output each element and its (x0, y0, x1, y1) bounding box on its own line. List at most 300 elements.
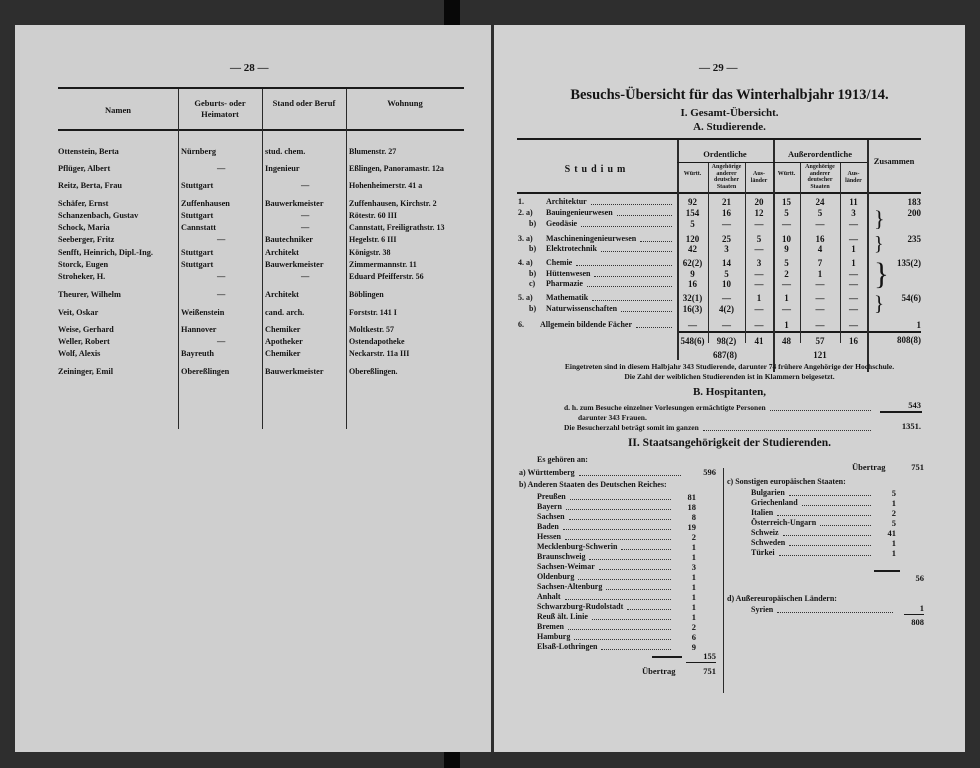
table-cell: 1 (851, 244, 856, 254)
table-cell: Rötestr. 60 III (349, 211, 397, 220)
table-cell: Moltkestr. 57 (349, 325, 395, 334)
left-page (15, 25, 491, 752)
leader-dots (617, 215, 672, 216)
table-cell: Hannover (181, 325, 217, 334)
table-cell: — (849, 304, 858, 314)
table-cell: — (815, 304, 825, 314)
row-total: 200 (907, 208, 921, 218)
country-value: 1 (891, 548, 896, 558)
rule (677, 162, 867, 163)
column-header: Aus-länder (750, 171, 768, 184)
state-label: Braunschweig (537, 552, 586, 561)
row-number: b) (529, 269, 537, 278)
country-label: Österreich-Ungarn (751, 518, 817, 527)
table-cell: Ingenieur (265, 164, 300, 173)
table-cell: — (722, 219, 731, 229)
table-cell: 1 (851, 258, 856, 268)
row-label-row (546, 304, 675, 314)
table-cell: 4(2) (719, 304, 734, 314)
country-label-row (751, 528, 874, 538)
table-cell: 15 (782, 197, 791, 207)
state-label: Sachsen-Weimar (537, 562, 595, 571)
rule (517, 192, 921, 194)
note: Eingetreten sind in diesem Halbjahr 343 Studierende, darunter 74 frühere Angehörige der Hochschule. (564, 362, 895, 371)
leader-dots (594, 276, 672, 277)
table-cell: Cannstatt, Freiligrathstr. 13 (349, 223, 445, 232)
column-header: Zusammen (873, 156, 915, 166)
row-label: Pharmazie (546, 279, 583, 288)
leader-dots (703, 430, 871, 431)
table-cell: — (754, 219, 764, 229)
row-label-row (546, 269, 675, 279)
subsection-heading: B. Hospitanten, (692, 386, 767, 398)
table-cell: 24 (815, 197, 825, 207)
country-value: 2 (891, 508, 896, 518)
table-cell: — (301, 181, 310, 190)
table-cell: 1 (784, 293, 789, 303)
leader-dots (592, 300, 672, 301)
final-total: 808 (911, 617, 924, 627)
table-cell: Bayreuth (181, 349, 215, 358)
country-value: 1 (891, 538, 896, 548)
ordentliche-total: 687(8) (713, 350, 737, 360)
leader-dots (579, 475, 681, 476)
brace: } (874, 291, 885, 315)
table-cell: 21 (722, 197, 731, 207)
table-cell: Hohenheimerstr. 41 a (349, 181, 423, 190)
table-cell: — (782, 304, 791, 314)
table-cell: 16(3) (682, 304, 703, 314)
table-cell: 12 (754, 208, 764, 218)
state-value: 596 (703, 467, 716, 477)
country-value: 5 (891, 518, 896, 528)
column-divider (346, 89, 347, 429)
table-cell: — (722, 320, 731, 330)
row-label-row (546, 208, 675, 218)
table-cell: Architekt (265, 290, 299, 299)
leader-dots (789, 495, 871, 496)
hospitanten-text-row (564, 403, 874, 413)
table-cell: — (849, 320, 858, 330)
country-value: 1 (919, 603, 924, 613)
leader-dots (574, 639, 671, 640)
table-cell: 5 (724, 269, 729, 279)
leader-dots (589, 559, 671, 560)
row-total: 1 (916, 320, 921, 330)
row-number: 2. a) (518, 208, 533, 217)
table-cell: — (217, 164, 226, 173)
state-label: Schwarzburg-Rudolstadt (537, 602, 624, 611)
state-value: 1 (691, 572, 696, 582)
country-label-row (751, 518, 874, 528)
leader-dots (599, 569, 671, 570)
table-cell: Stuttgart (181, 181, 214, 190)
state-label: Oldenburg (537, 572, 575, 581)
column-header: Angehörige anderer deutscher Staaten (805, 164, 835, 190)
state-value: 8 (691, 512, 696, 522)
state-label: Sachsen (537, 512, 565, 521)
column-header: Stand oder Beruf (272, 98, 336, 108)
table-cell: — (217, 337, 226, 346)
table-cell: Eßlingen, Panoramastr. 12a (349, 164, 444, 173)
row-total: 235 (907, 234, 921, 244)
table-cell: Königstr. 38 (349, 248, 391, 257)
table-cell: 25 (722, 234, 731, 244)
state-value: 3 (691, 562, 696, 572)
table-cell: 120 (685, 234, 700, 244)
table-cell: Zeininger, Emil (58, 367, 114, 376)
state-label-row (537, 642, 674, 652)
state-value: 1 (691, 592, 696, 602)
hospitanten-text-row (564, 423, 874, 433)
row-label: Chemie (546, 258, 573, 267)
table-cell: 4 (817, 244, 823, 254)
leader-dots (779, 555, 871, 556)
country-value: 5 (891, 488, 896, 498)
rule (517, 138, 921, 140)
table-cell: Hegelstr. 6 III (349, 235, 397, 244)
table-cell: Schäfer, Ernst (58, 199, 109, 208)
table-cell: 5 (690, 219, 695, 229)
table-cell: — (849, 293, 858, 303)
table-cell: 1 (817, 269, 823, 279)
row-label: Naturwissenschaften (546, 304, 618, 313)
leader-dots (820, 525, 871, 526)
country-label: Schweiz (751, 528, 779, 537)
grand-total: 808(8) (897, 335, 921, 345)
table-cell: — (849, 279, 858, 289)
column-header: Studium (564, 164, 630, 175)
leader-dots (576, 265, 672, 266)
row-number: 5. a) (518, 293, 533, 302)
state-label-row (537, 492, 674, 502)
table-cell: Ottenstein, Berta (58, 147, 119, 156)
table-cell: Theurer, Wilhelm (58, 290, 121, 299)
country-label-row (751, 508, 874, 518)
state-value: 1 (691, 582, 696, 592)
table-cell: 16 (688, 279, 697, 289)
table-cell: Architekt (265, 248, 299, 257)
row-label: Geodäsie (546, 219, 578, 228)
table-cell: — (754, 279, 764, 289)
uebertrag-label: Übertrag (852, 462, 886, 472)
leader-dots (565, 599, 671, 600)
table-cell: Apotheker (265, 337, 303, 346)
row-number: b) (529, 304, 537, 313)
state-label-row (537, 522, 674, 532)
brace: } (874, 233, 884, 255)
right-page (494, 25, 965, 752)
state-label-row (537, 502, 674, 512)
leader-dots (601, 649, 671, 650)
state-label-row (537, 532, 674, 542)
country-label: Griechenland (751, 498, 798, 507)
table-cell: Stuttgart (181, 211, 214, 220)
row-number: 1. (518, 197, 524, 206)
country-label-row (751, 548, 874, 558)
table-cell: Wolf, Alexis (58, 349, 101, 358)
rule (686, 662, 716, 663)
table-cell: Weller, Robert (58, 337, 110, 346)
state-label-row (537, 512, 674, 522)
group-label: b) Anderen Staaten des Deutschen Reiches: (519, 480, 667, 489)
leader-dots (578, 579, 671, 580)
table-cell: 20 (754, 197, 764, 207)
country-value: 1 (891, 498, 896, 508)
state-value: 18 (687, 502, 696, 512)
country-label: Bulgarien (751, 488, 785, 497)
state-value: 1 (691, 542, 696, 552)
page-number: — 29 — (699, 62, 738, 74)
rule (880, 411, 922, 413)
table-cell: — (849, 234, 858, 244)
leader-dots (621, 549, 671, 550)
state-value: 9 (691, 642, 696, 652)
leader-dots (563, 529, 671, 530)
row-label-row (540, 320, 675, 330)
column-divider (178, 89, 179, 429)
table-cell: 7 (817, 258, 823, 268)
row-label: Allgemein bildende Fächer (540, 320, 632, 329)
page-number: — 28 — (230, 62, 269, 74)
column-total: 548(6) (680, 336, 705, 346)
group-label: c) Sonstigen europäischen Staaten: (727, 477, 846, 486)
country-label-row (751, 605, 896, 615)
row-label-row (546, 279, 675, 289)
table-cell: Reitz, Berta, Frau (58, 181, 123, 190)
country-label: Syrien (751, 605, 774, 614)
country-label-row (751, 538, 874, 548)
country-label: Türkei (751, 548, 775, 557)
table-cell: — (754, 269, 764, 279)
row-number: b) (529, 244, 537, 253)
row-number: c) (529, 279, 536, 288)
table-cell: — (217, 272, 226, 281)
table-cell: 62(2) (682, 258, 703, 268)
state-label: Hamburg (537, 632, 571, 641)
uebertrag-value: 751 (911, 462, 924, 472)
state-label: Elsaß-Lothringen (537, 642, 598, 651)
row-label: Bauingenieurwesen (546, 208, 613, 217)
state-value: 2 (691, 622, 696, 632)
uebertrag-label: Übertrag (642, 666, 676, 676)
state-label: Preußen (537, 492, 566, 501)
table-cell: Pflüger, Albert (58, 164, 111, 173)
table-cell: Veit, Oskar (58, 308, 99, 317)
ausserordentliche-total: 121 (813, 350, 827, 360)
table-cell: Blumenstr. 27 (349, 147, 397, 156)
section-heading: II. Staatsangehörigkeit der Studierenden. (627, 437, 832, 449)
leader-dots (621, 311, 672, 312)
table-cell: Obereßlingen (181, 367, 230, 376)
leader-dots (568, 629, 671, 630)
brace: } (874, 256, 889, 291)
section-heading: I. Gesamt-Übersicht. (680, 107, 779, 119)
column-total: 16 (849, 336, 858, 346)
state-label-row (537, 582, 674, 592)
row-total: 135(2) (897, 258, 921, 268)
leader-dots (601, 251, 672, 252)
column-header: Namen (105, 105, 131, 115)
brace: } (874, 206, 885, 231)
hospitanten-total: 1351. (901, 421, 921, 431)
leader-dots (569, 519, 671, 520)
row-total: 183 (907, 197, 921, 207)
leader-dots (802, 505, 871, 506)
table-cell: — (217, 290, 226, 299)
table-cell: — (815, 219, 825, 229)
table-cell: Senfft, Heinrich, Dipl.-Ing. (58, 248, 153, 257)
row-number: 3. a) (518, 234, 533, 243)
table-cell: Bauwerkmeister (265, 199, 324, 208)
subtotal: 155 (703, 651, 716, 661)
table-cell: — (782, 279, 791, 289)
hospitanten-text: darunter 343 Frauen. (578, 413, 647, 422)
leader-dots (587, 286, 672, 287)
column-header: Außerordentliche (787, 149, 853, 159)
table-cell: 5 (756, 234, 762, 244)
row-label-row (546, 244, 675, 254)
table-cell: 3 (851, 208, 856, 218)
column-divider (262, 89, 263, 429)
column-total: 57 (815, 336, 825, 346)
table-cell: Obereßlingen. (349, 367, 398, 376)
state-label: Bayern (537, 502, 562, 511)
table-cell: Zuffenhausen, Kirchstr. 2 (349, 199, 437, 208)
table-cell: Storck, Eugen (58, 260, 109, 269)
country-label-row (751, 498, 874, 508)
leader-dots (592, 619, 671, 620)
table-cell: — (754, 304, 764, 314)
country-label-row (751, 488, 874, 498)
state-label: Mecklenburg-Schwerin (537, 542, 618, 551)
table-cell: Eduard Pfeifferstr. 56 (349, 272, 424, 281)
state-value: 1 (691, 552, 696, 562)
table-cell: 14 (722, 258, 731, 268)
table-cell: Seeberger, Fritz (58, 235, 115, 244)
table-cell: Stroheker, H. (58, 272, 106, 281)
row-label-row (546, 219, 675, 229)
table-cell: cand. arch. (265, 308, 305, 317)
intro-text: Es gehören an: (537, 455, 588, 464)
leader-dots (777, 515, 871, 516)
group-label: d) Außereuropäischen Ländern: (727, 594, 837, 603)
table-cell: — (217, 235, 226, 244)
state-value: 81 (687, 492, 696, 502)
state-label-row (537, 632, 674, 642)
leader-dots (570, 499, 671, 500)
column-divider (723, 468, 724, 693)
state-value: 1 (691, 612, 696, 622)
row-number: 6. (518, 320, 524, 329)
table-cell: Schock, Maria (58, 223, 110, 232)
table-cell: Ostendapotheke (349, 337, 405, 346)
column-header: Ordentliche (703, 149, 747, 159)
state-label-row (537, 602, 674, 612)
table-cell: — (301, 272, 310, 281)
table-cell: 5 (817, 208, 823, 218)
table-cell: — (301, 211, 310, 220)
state-label-row (537, 552, 674, 562)
hospitanten-text: Die Besucherzahl beträgt somit im ganzen (564, 423, 699, 432)
table-cell: 9 (690, 269, 695, 279)
table-cell: 3 (724, 244, 729, 254)
table-cell: — (688, 320, 697, 330)
state-label: a) Württemberg (519, 468, 575, 477)
table-cell: 2 (784, 269, 789, 279)
leader-dots (770, 410, 871, 411)
column-total: 41 (754, 336, 764, 346)
leader-dots (627, 609, 671, 610)
leader-dots (640, 241, 672, 242)
column-total: 48 (782, 336, 791, 346)
rule (874, 570, 900, 572)
leader-dots (565, 539, 671, 540)
state-label-row (537, 592, 674, 602)
column-header: Wohnung (387, 98, 423, 108)
page-title: Besuchs-Übersicht für das Winterhalbjahr 1913/14. (570, 87, 889, 103)
table-cell: 32(1) (682, 293, 703, 303)
table-cell: 9 (784, 244, 789, 254)
table-cell: — (815, 293, 825, 303)
table-cell: — (815, 320, 825, 330)
table-cell: Chemiker (265, 349, 301, 358)
state-label-row (537, 542, 674, 552)
table-cell: Cannstatt (181, 223, 217, 232)
state-label-row (537, 562, 674, 572)
state-value: 1 (691, 602, 696, 612)
rule (58, 87, 464, 89)
note: Die Zahl der weiblichen Studierenden ist in Klammern beigesetzt. (624, 372, 835, 381)
table-cell: 11 (849, 197, 858, 207)
table-cell: Forststr. 141 I (349, 308, 397, 317)
leader-dots (566, 509, 671, 510)
state-value: 2 (691, 532, 696, 542)
binding-tape-bottom (444, 752, 460, 768)
table-cell: 10 (722, 279, 731, 289)
column-total: 98(2) (716, 336, 737, 346)
table-cell: 16 (722, 208, 731, 218)
leader-dots (581, 226, 672, 227)
hospitanten-value: 543 (908, 400, 921, 410)
table-cell: Bauwerkmeister (265, 367, 324, 376)
leader-dots (636, 327, 672, 328)
row-number: b) (529, 219, 537, 228)
subsection-heading: A. Studierende. (693, 121, 766, 133)
column-header: Württ. (683, 171, 702, 177)
table-cell: — (754, 320, 764, 330)
table-cell: 16 (815, 234, 825, 244)
hospitanten-text: d. h. zum Besuche einzelner Vorlesungen ermächtigte Personen (564, 403, 766, 412)
leader-dots (591, 204, 672, 205)
rule (652, 656, 682, 658)
state-label: Baden (537, 522, 559, 531)
state-label: Bremen (537, 622, 564, 631)
column-header: Württ. (777, 171, 796, 177)
table-cell: Weise, Gerhard (58, 325, 114, 334)
table-cell: 92 (688, 197, 697, 207)
state-value: 6 (691, 632, 696, 642)
leader-dots (777, 612, 893, 613)
table-cell: Weißenstein (181, 308, 225, 317)
table-cell: Chemiker (265, 325, 301, 334)
leader-dots (606, 589, 671, 590)
state-label: Hessen (537, 532, 561, 541)
leader-dots (789, 545, 871, 546)
state-label: Anhalt (537, 592, 561, 601)
table-cell: 154 (685, 208, 700, 218)
subtotal: 56 (915, 573, 924, 583)
